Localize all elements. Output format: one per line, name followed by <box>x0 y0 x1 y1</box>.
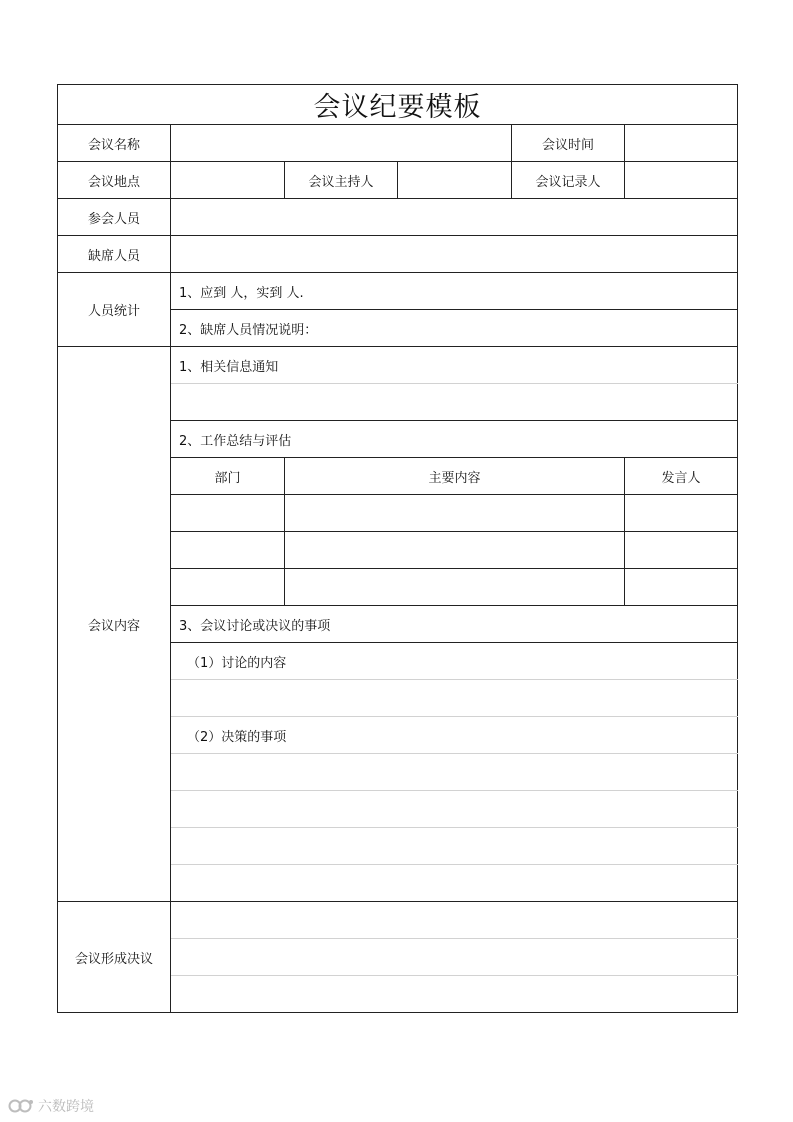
attendance-count-line[interactable]: 1、应到 人，实到 人. <box>171 273 738 310</box>
discussion-field[interactable] <box>171 680 738 717</box>
recorder-label: 会议记录人 <box>512 162 625 199</box>
recorder-field[interactable] <box>625 162 738 199</box>
dept-cell[interactable] <box>171 495 285 532</box>
meeting-minutes-form <box>57 84 738 1013</box>
attendees-label: 参会人员 <box>58 199 171 236</box>
resolution-field[interactable] <box>171 976 738 1013</box>
brand-logo-icon <box>8 1098 34 1114</box>
decision-field[interactable] <box>171 791 738 828</box>
host-label: 会议主持人 <box>285 162 398 199</box>
absentees-label: 缺席人员 <box>58 236 171 273</box>
notice-field[interactable] <box>171 384 738 421</box>
speaker-cell[interactable] <box>625 569 738 606</box>
decision-field[interactable] <box>171 865 738 902</box>
speaker-cell[interactable] <box>625 532 738 569</box>
summary-heading: 2、工作总结与评估 <box>171 421 738 458</box>
main-content-cell[interactable] <box>285 532 625 569</box>
resolution-label: 会议形成决议 <box>58 902 171 1013</box>
absence-explanation-line[interactable]: 2、缺席人员情况说明： <box>171 310 738 347</box>
watermark <box>8 1096 94 1116</box>
attendance-stats-label: 人员统计 <box>58 273 171 347</box>
meeting-place-label: 会议地点 <box>58 162 171 199</box>
main-content-cell[interactable] <box>285 495 625 532</box>
meeting-place-field[interactable] <box>171 162 285 199</box>
discussion-subheading: （1）讨论的内容 <box>171 643 738 680</box>
dept-cell[interactable] <box>171 569 285 606</box>
meeting-time-field[interactable] <box>625 125 738 162</box>
dept-header: 部门 <box>171 458 285 495</box>
meeting-name-field[interactable] <box>171 125 512 162</box>
notice-heading: 1、相关信息通知 <box>171 347 738 384</box>
absentees-field[interactable] <box>171 236 738 273</box>
meeting-content-label: 会议内容 <box>58 347 171 902</box>
decision-field[interactable] <box>171 754 738 791</box>
meeting-time-label: 会议时间 <box>512 125 625 162</box>
attendees-field[interactable] <box>171 199 738 236</box>
host-field[interactable] <box>398 162 512 199</box>
decision-field[interactable] <box>171 828 738 865</box>
discussion-heading: 3、会议讨论或决议的事项 <box>171 606 738 643</box>
main-content-header: 主要内容 <box>285 458 625 495</box>
resolution-field[interactable] <box>171 902 738 939</box>
resolution-field[interactable] <box>171 939 738 976</box>
speaker-cell[interactable] <box>625 495 738 532</box>
speaker-header: 发言人 <box>625 458 738 495</box>
watermark-text: 六数跨境 <box>38 1099 94 1115</box>
main-content-cell[interactable] <box>285 569 625 606</box>
page-title: 会议纪要模板 <box>58 85 738 125</box>
decision-subheading: （2）决策的事项 <box>171 717 738 754</box>
dept-cell[interactable] <box>171 532 285 569</box>
meeting-name-label: 会议名称 <box>58 125 171 162</box>
